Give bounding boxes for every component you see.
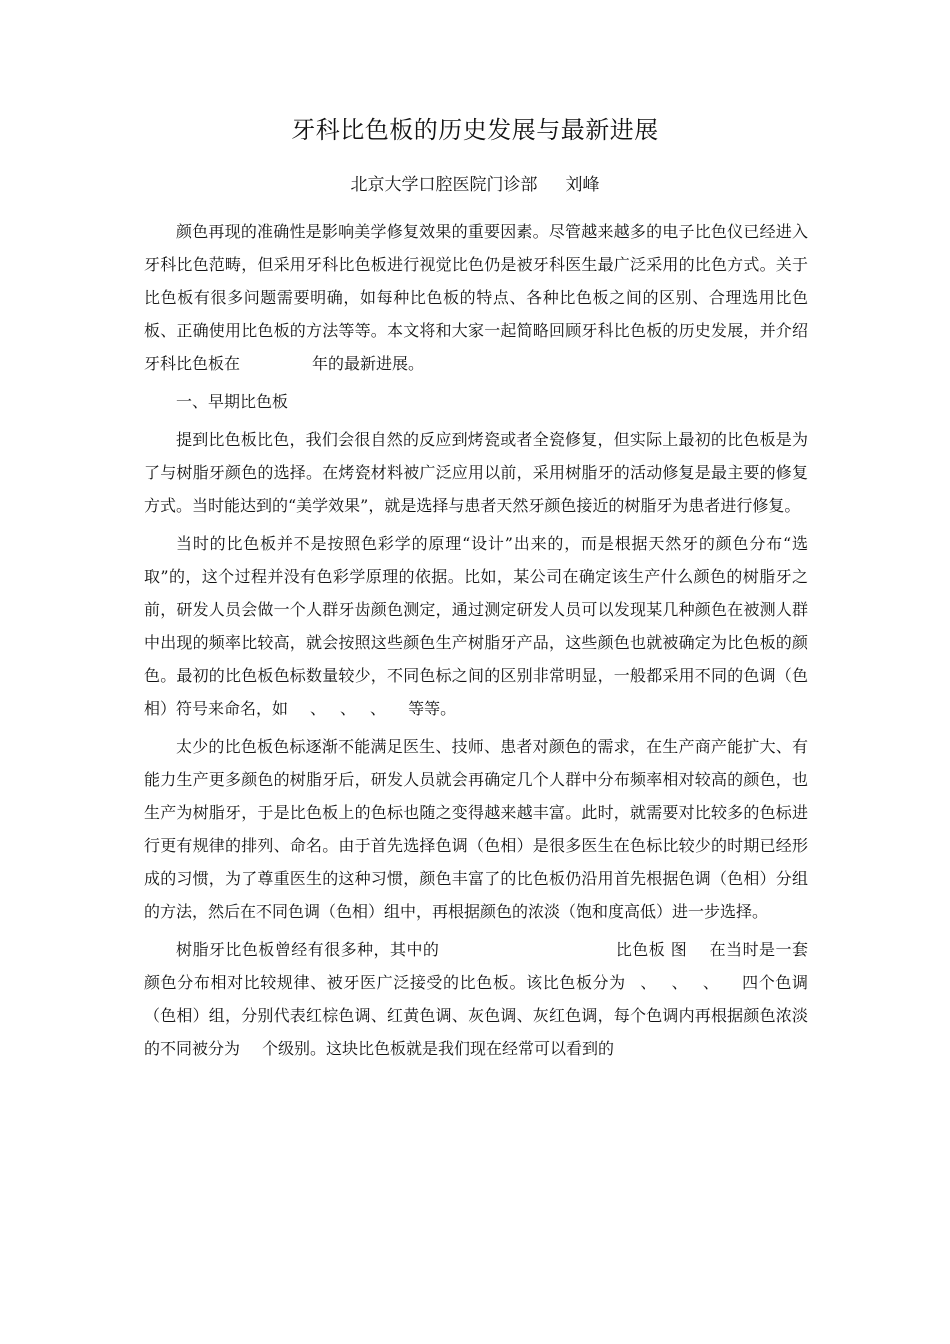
section-heading: 一、早期比色板 bbox=[176, 392, 289, 411]
paragraph: 树脂牙比色板曾经有很多种，其中的 比色板 图 在当时是一套颜色分布相对比较规律、被牙医广泛接受的比色板。该比色板分为 、 、 、 四个色调（色相）组，分别代表红棕色调、红黄色调、灰色调、灰红色调，每个色调内再根据颜色浓淡的不同被分为 个级别。这块比色板就是我们现在经常可以看到的 bbox=[144, 940, 808, 1058]
paragraph: 太少的比色板色标逐渐不能满足医生、技师、患者对颜色的需求，在生产商产能扩大、有能力生产更多颜色的树脂牙后，研发人员就会再确定几个人群中分布频率相对较高的颜色，也生产为树脂牙，于是比色板上的色标也随之变得越来越丰富。此时，就需要对比较多的色标进行更有规律的排列、命名。由于首先选择色调（色相）是很多医生在色标比较少的时期已经形成的习惯，为了尊重医生的这种习惯，颜色丰富了的比色板仍沿用首先根据色调（色相）分组的方法，然后在不同色调（色相）组中，再根据颜色的浓淡（饱和度高低）进一步选择。 bbox=[144, 737, 808, 921]
document-body bbox=[144, 215, 808, 1070]
paragraph: 当时的比色板并不是按照色彩学的原理“设计”出来的，而是根据天然牙的颜色分布“选取”的，这个过程并没有色彩学原理的依据。比如，某公司在确定该生产什么颜色的树脂牙之前，研发人员会做一个人群牙齿颜色测定，通过测定研发人员可以发现某几种颜色在被测人群中出现的频率比较高，就会按照这些颜色生产树脂牙产品，这些颜色也就被确定为比色板的颜色。最初的比色板色标数量较少，不同色标之间的区别非常明显，一般都采用不同的色调（色相）符号来命名，如 、 、 、 等等。 bbox=[144, 534, 808, 718]
document-title: 牙科比色板的历史发展与最新进展 bbox=[291, 116, 659, 144]
affiliation: 北京大学口腔医院门诊部 bbox=[350, 175, 538, 195]
author: 刘峰 bbox=[565, 175, 600, 195]
paragraph-intro: 颜色再现的准确性是影响美学修复效果的重要因素。尽管越来越多的电子比色仪已经进入牙科比色范畴，但采用牙科比色板进行视觉比色仍是被牙科医生最广泛采用的比色方式。关于比色板有很多问题需要明确，如每种比色板的特点、各种比色板之间的区别、合理选用比色板、正确使用比色板的方法等等。本文将和大家一起简略回顾牙科比色板的历史发展，并介绍牙科比色板在 年的最新进展。 bbox=[144, 222, 808, 373]
paragraph: 提到比色板比色，我们会很自然的反应到烤瓷或者全瓷修复，但实际上最初的比色板是为了与树脂牙颜色的选择。在烤瓷材料被广泛应用以前，采用树脂牙的活动修复是最主要的修复方式。当时能达到的“美学效果”，就是选择与患者天然牙颜色接近的树脂牙为患者进行修复。 bbox=[144, 430, 808, 515]
byline bbox=[0, 172, 950, 198]
